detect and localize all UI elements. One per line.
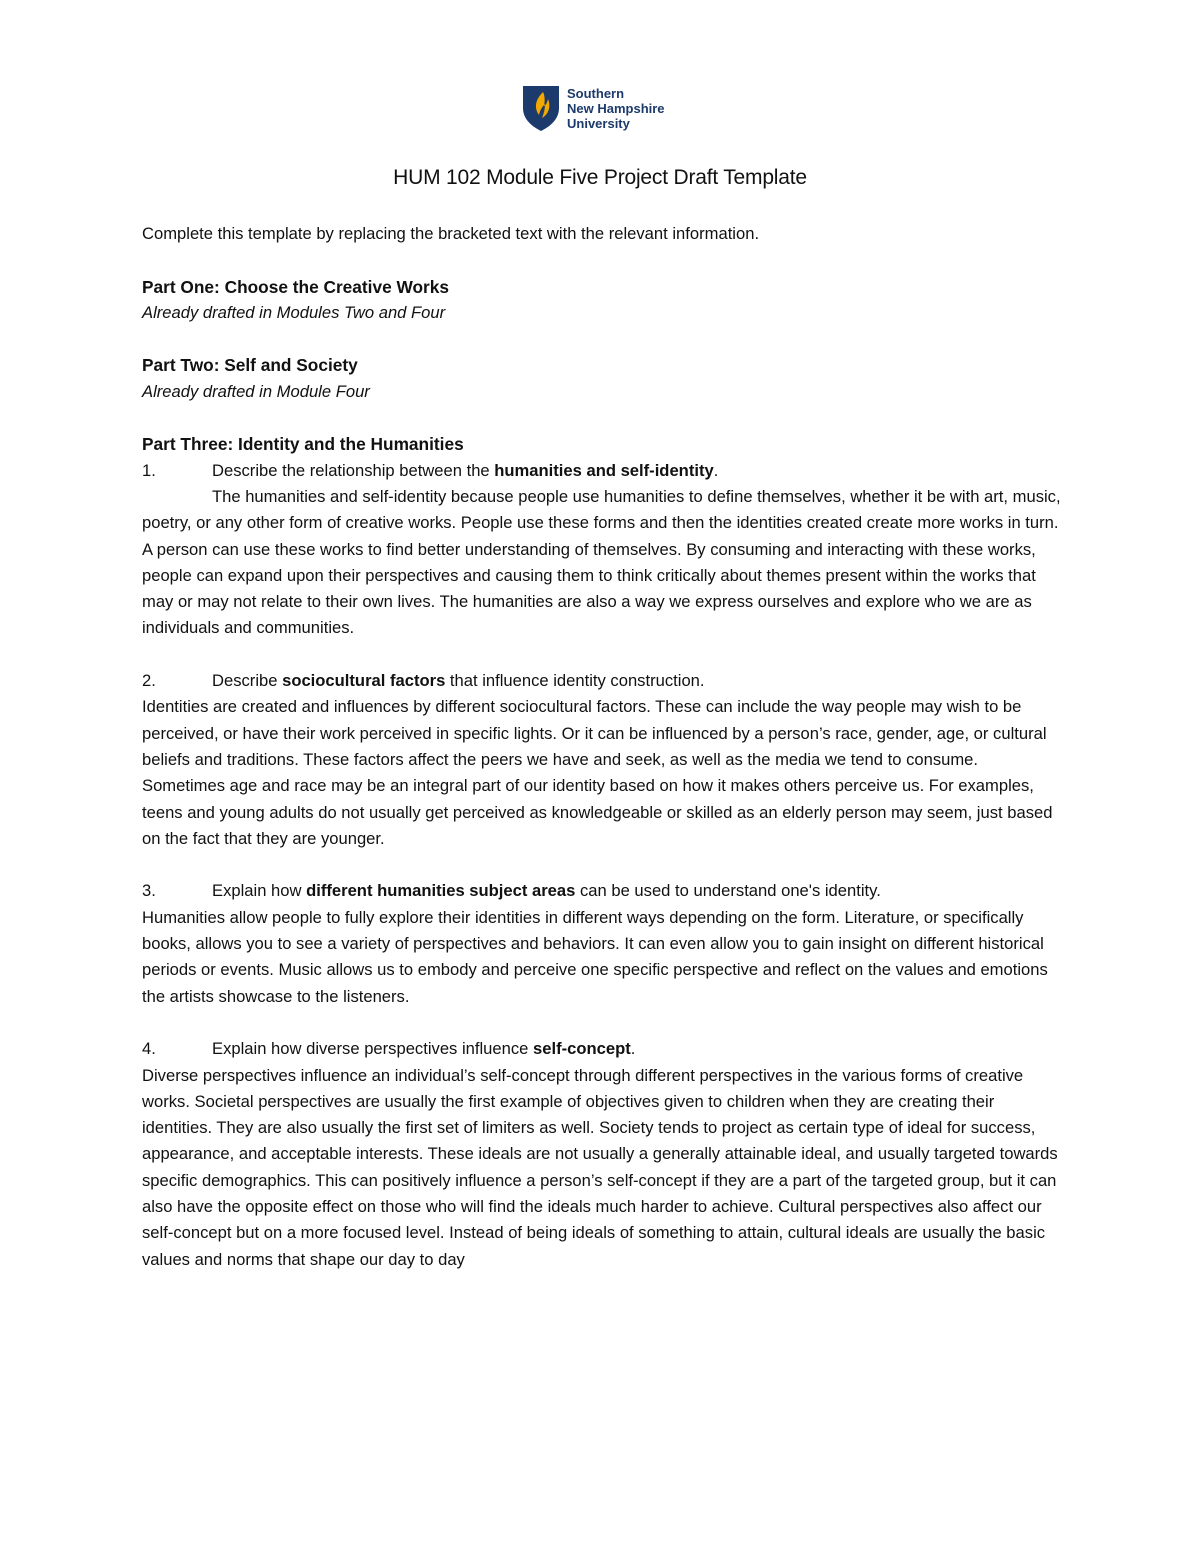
logo-line-3: University [567, 116, 630, 131]
question-3 [142, 878, 1062, 904]
question-number: 2. [142, 671, 156, 691]
part-one-heading: Part One: Choose the Creative Works [142, 276, 449, 297]
part-one-note: Already drafted in Modules Two and Four [142, 302, 446, 322]
question-text: Explain how [212, 881, 307, 901]
answer-2: Identities are created and influences by different sociocultural factors. These can include the way people may wish to be perceived, or have their work perceived in specific lights. Or it can be influenced by a person’s race, gender, age, or cultural beliefs and traditions. These factors affect the peers we have and seek, as well as the media we tend to consume. Sometimes age and race may be an integral part of our identity based on how it makes others perceive us. For examples, teens and young adults do not usually get perceived as knowledgeable or skilled as an elderly person may seem, just based on the fact that they are younger. [142, 697, 1053, 848]
part-two-heading: Part Two: Self and Society [142, 355, 358, 376]
part-two-note: Already drafted in Module Four [142, 381, 370, 401]
question-1 [142, 458, 1062, 484]
question-number: 1. [142, 460, 156, 480]
question-text: Describe [212, 671, 283, 691]
document-body [142, 221, 1062, 1273]
document-title: HUM 102 Module Five Project Draft Template [393, 166, 807, 189]
question-text-end: . [630, 1039, 636, 1059]
question-text-end: that influence identity construction. [445, 671, 705, 691]
question-emphasis: self-concept [533, 1039, 631, 1059]
question-emphasis: different humanities subject areas [306, 881, 576, 901]
question-text: Explain how diverse perspectives influence [212, 1039, 533, 1059]
university-logo [521, 84, 691, 132]
question-number: 4. [142, 1039, 156, 1059]
question-2 [142, 668, 1062, 694]
question-emphasis: humanities and self-identity [494, 460, 714, 480]
part-three-heading: Part Three: Identity and the Humanities [142, 434, 464, 455]
answer-3: Humanities allow people to fully explore their identities in different ways depending on the form. Literature, or specifically books, allows you to see a variety of perspectives and behaviors. It can even allow you to gain insight on different historical periods or events. Music allows us to embody and perceive one specific perspective and reflect on the values and emotions the artists showcase to the listeners. [142, 907, 1048, 1006]
question-number: 3. [142, 881, 156, 901]
answer-1: The humanities and self-identity because people use humanities to define themselves, whether it be with art, music, poetry, or any other form of creative works. People use these forms and then the identities created create more works in turn. A person can use these works to find better understanding of themselves. By consuming and interacting with these works, people can expand upon their perspectives and causing them to think critically about themes present within the works that may or may not relate to their own lives. The humanities are also a way we express ourselves and explore who we are as individuals and communities. [142, 486, 1061, 638]
intro-text: Complete this template by replacing the bracketed text with the relevant information. [142, 224, 760, 243]
shield-icon [521, 84, 561, 132]
question-4 [142, 1036, 1062, 1062]
question-text: Describe the relationship between the [212, 460, 495, 480]
logo-line-1: Southern [567, 86, 625, 101]
logo-wordmark [567, 86, 665, 131]
answer-4: Diverse perspectives influence an individual’s self-concept through different perspectives in the various forms of creative works. Societal perspectives are usually the first example of objectives given to children when they are creating their identities. They are also usually the first set of limiters as well. Society tends to project as certain type of ideal for success, appearance, and acceptable interests. These ideals are not usually a generally attainable ideal, and usually targeted towards specific demographics. This can positively influence a person’s self-concept if they are a part of the targeted group, but it can also have the opposite effect on those who will find the ideals much harder to achieve. Cultural perspectives also affect our self-concept but on a more focused level. Instead of being ideals of something to attain, cultural ideals are usually the basic values and norms that shape our day to day [142, 1065, 1058, 1269]
question-text-end: can be used to understand one's identity. [575, 881, 881, 901]
question-text-end: . [713, 460, 719, 480]
logo-line-2: New Hampshire [567, 101, 665, 116]
question-emphasis: sociocultural factors [282, 671, 446, 691]
